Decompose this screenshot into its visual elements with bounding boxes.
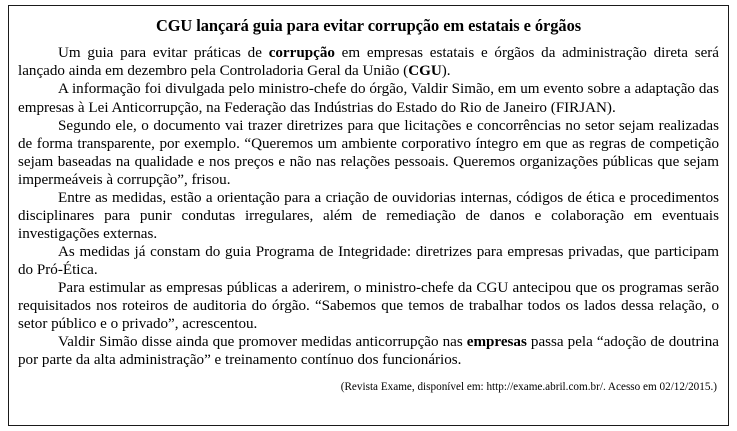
source-citation: (Revista Exame, disponível em: http://exame.abril.com.br/. Acesso em 02/12/2015.) [340, 381, 717, 394]
text-run: Segundo ele, o documento vai trazer diretrizes para que licitações e concorrências no setor sejam realizadas de forma transparente, por exemplo. “Queremos um ambiente corporativo íntegro em que as regras de competição sejam baseadas na qualidade e nos preços e não nas relações pessoais. Queremos organizações públicas que sejam impermeáveis à corrupção”, frisou. [18, 117, 719, 188]
article-body [18, 44, 719, 394]
paragraph-4 [18, 189, 719, 243]
text-run: Valdir Simão disse ainda que promover medidas anticorrupção nas [58, 334, 467, 351]
emphasis-term: CGU [408, 63, 442, 80]
text-run: A informação foi divulgada pelo ministro-chefe do órgão, Valdir Simão, em um evento sobre a adaptação das empresas à Lei Anticorrupção, na Federação das Indústrias do Estado do Rio de Janeiro (FIRJAN). [18, 81, 719, 116]
text-run: Um guia para evitar práticas de [58, 45, 269, 62]
article-container [8, 5, 729, 426]
paragraph-2 [18, 80, 719, 116]
emphasis-term: corrupção [268, 45, 335, 62]
text-run: Entre as medidas, estão a orientação para a criação de ouvidorias internas, códigos de ética e procedimentos disciplinares para punir condutas irregulares, além de remediação de danos e colaboração em eventuais investigações externas. [18, 189, 719, 242]
text-run: As medidas já constam do guia Programa de Integridade: diretrizes para empresas privadas, que participam do Pró-Ética. [18, 243, 719, 278]
paragraph-6 [18, 279, 719, 333]
text-run: em empresas estatais e órgãos da administração direta será lançado ainda em dezembro pela Controladoria Geral da União ( [18, 45, 719, 80]
text-run: ). [441, 63, 451, 80]
emphasis-term: empresas [466, 334, 527, 351]
paragraph-1 [18, 44, 719, 80]
paragraph-5 [18, 243, 719, 279]
paragraph-3 [18, 117, 719, 189]
text-run: passa pela “adoção de doutrina por parte da alta administração” e treinamento contínuo dos funcionários. [18, 334, 719, 369]
paragraph-7 [18, 333, 719, 369]
article-title: CGU lançará guia para evitar corrupção em estatais e órgãos [155, 16, 582, 35]
text-run: Para estimular as empresas públicas a aderirem, o ministro-chefe da CGU antecipou que os programas serão requisitados nos roteiros de auditoria do órgão. “Sabemos que temos de trabalhar todos os lados dessa relação, o setor público e o privado”, acrescentou. [18, 279, 719, 333]
